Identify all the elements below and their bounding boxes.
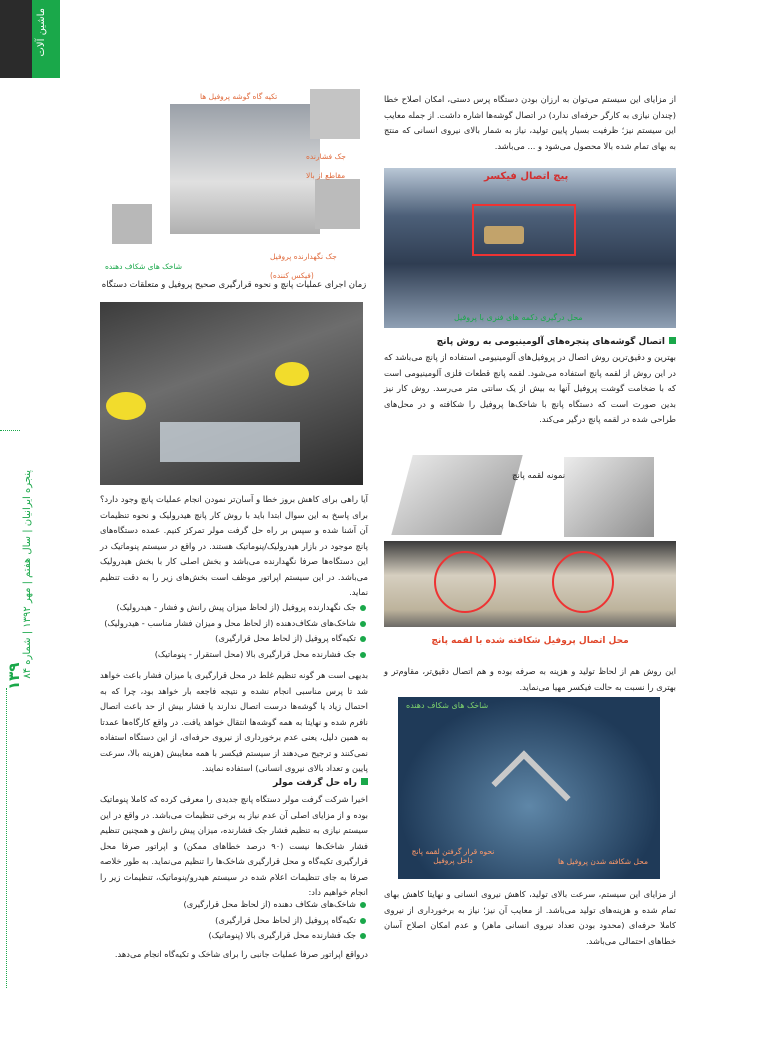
right-paragraph-2: بهترین و دقیق‌ترین روش اتصال در پروفیل‌های آلومینیومی استفاده از پانچ می‌باشد که در این روش از لقمه پانچ استفاده می‌شود. لقمه پانچ قطعات فلزی آلومینیومی است که با ضخامت گوشت پروفیل آنها به بیش از یک سانتی متر می‌رسد. روش کار نیز بدین صورت است که دستگاه پانچ با شاخک‌ها پروفیل را شکافته و در محل‌های طراحی شده در لقمه پانچ درگیر می‌کند.: [384, 352, 676, 424]
list-item: جک فشارنده محل قرارگیری بالا (پنوماتیک): [100, 928, 368, 944]
punch-piece-left: [391, 455, 522, 535]
punch-sample-label: نمونه لقمه پانچ: [512, 471, 566, 481]
profile-split-label: محل شکافته شدن پروفیل ها: [558, 857, 648, 866]
punch-piece-right: [564, 457, 654, 537]
machine-diagram-caption: زمان اجرای عملیات پانچ و نحوه قرارگیری صحیح پروفیل و متعلقات دستگاه: [101, 280, 367, 290]
punch-machine-photo: [100, 302, 363, 485]
left-paragraph-3: اخیرا شرکت گرفت مولر دستگاه پانچ جدیدی را معرفی کرده که کاملا پنوماتیک بوده و از مزایای اصلی آن عدم نیاز به برخی تنظیمات می‌باشد. در واقع در این سیستم نیازی به تنظیم فشار جک فشارنده، میزان پیش رانش و همچنین تنظیم فشار شاخک‌ها نیست (۹۰ درصد خطاهای ممکن) و اپراتور صرفا محل قرارگیری تکیه‌گاه و محل قرارگیری شاخک‌ها را تنظیم می‌نماید. به طور خلاصه صرفا به جای تنظیمات اعلام شده در سیستم هیدرو/پنوماتیک، تنظیمات زیر را انجام خواهیم داد:: [100, 794, 368, 897]
punch-machine-diagram: [100, 84, 368, 296]
section-heading-solution: راه حل گرفت مولر: [100, 776, 368, 790]
punch-machine-image: [170, 104, 320, 234]
right-paragraph-1: از مزایای این سیستم می‌توان به ارزان بودن دستگاه پرس دستی، امکان اصلاح خطا (چندان نیازی به کارگر حرفه‌ای ندارد) در اتصال گوشه‌ها اشاره داشت. از جمله معایب این سیستم نیز؛ ظرفیت بسیار پایین تولید، نیاز به شمار بالای نیروی انسانی که منتج به بهای تمام شده بالا محصول می‌شود و ... می‌باشد.: [384, 94, 676, 151]
fixer-screw-label: پیچ اتصال فیکسر: [484, 171, 569, 182]
list-item: جک نگهدارنده پروفیل (از لحاظ میزان پیش رانش و فشار - هیدرولیک): [100, 600, 368, 616]
holding-jack-callout: جک نگهدارنده پروفیل (فیکس کننده): [270, 252, 337, 280]
top-inset-image: [310, 89, 360, 139]
blades-callout: شاخک های شکاف دهنده: [105, 262, 183, 271]
blade-inset-image: [112, 204, 152, 244]
punch-joint-caption: محل اتصال پروفیل شکافته شده با لقمه پانچ: [431, 636, 629, 646]
sidebar-dotted-line: [6, 688, 8, 988]
page-number: ۱۳۹: [5, 662, 23, 690]
heading-square-icon: [361, 778, 368, 785]
section-heading-punch: اتصال گوشه‌های پنجره‌های آلومینیومی به روش پانچ: [384, 335, 676, 349]
right-paragraph-3: این روش هم از لحاظ تولید و هزینه به صرفه بوده و هم اتصال دقیق‌تر، مقاوم‌تر و بهتری را نسبت به حالت فیکسر مهیا می‌نماید.: [384, 666, 676, 692]
sidebar-dark-block: [0, 0, 32, 78]
left-paragraph-1: آیا راهی برای کاهش بروز خطا و آسان‌تر نمودن انجام عملیات پانچ وجود دارد؟ برای پاسخ به این سوال ابتدا باید با روش کار پانچ هیدرولیک و نحوه تنظیمات آن آشنا شده و سپس بر راه حل گرفت مولر تمرکز کنیم. عمده دستگاه‌های پانچ موجود در بازار هیدرولیک/پنوماتیک هستند. در واقع در سیستم پنوماتیک در این دستگاه‌ها صرفا نگهدارنده می‌باشد و بخش اصلی کار با بخش هیدرولیک می‌باشد. در این سیستم اپراتور موظف است بخش‌های زیر را به دقت تنظیم نماید.: [100, 494, 368, 597]
sidebar-divider: [0, 430, 20, 431]
punch-sample-photo: [384, 445, 676, 541]
joint-circle-left: [434, 551, 496, 613]
fixer-screw-photo: [384, 168, 676, 328]
list-item: جک فشارنده محل قرارگیری بالا (محل استقرار - پنوماتیک): [100, 647, 368, 663]
yellow-knob-right: [275, 362, 309, 386]
section-tab-label: ماشین آلات: [36, 8, 47, 57]
yellow-knob-left: [106, 392, 146, 420]
magazine-info: پنجره ایرانیان | سال هفتم | مهر ۱۳۹۲ | شماره ۸۴: [22, 470, 33, 679]
press-jack-callout: جک فشارنده مقاطع از بالا: [306, 152, 346, 180]
list-item: تکیه‌گاه پروفیل (از لحاظ محل قرارگیری): [100, 631, 368, 647]
settings-list-1: [100, 600, 368, 662]
left-paragraph-4: درواقع اپراتور صرفا عملیات جانبی را برای شاخک و تکیه‌گاه انجام می‌دهد.: [114, 949, 368, 959]
list-item: شاخک‌های شکاف‌دهنده (از لحاظ محل و میزان فشار مناسب - هیدرولیک): [100, 616, 368, 632]
joint-circle-right: [552, 551, 614, 613]
fixer-screw-shape: [484, 226, 524, 244]
fixer-callout: محل درگیری دکمه های فنری با پروفیل: [454, 313, 583, 322]
punch-blades-label: شاخک های شکاف دهنده: [406, 701, 489, 710]
punch-diagram-photo: [398, 697, 660, 879]
list-item: تکیه‌گاه پروفیل (از لحاظ محل قرارگیری): [100, 913, 368, 929]
profile-corner-shape: [491, 750, 570, 829]
settings-list-2: [100, 897, 368, 944]
machine-plate: [160, 422, 300, 462]
corner-support-callout: تکیه گاه گوشه پروفیل ها: [200, 92, 278, 101]
heading-square-icon: [669, 337, 676, 344]
left-paragraph-2: بدیهی است هر گونه تنظیم غلط در محل قرارگیری یا میزان فشار باعث خواهد شد تا پرس مناسبی انجام نشده و نتیجه فاجعه بار خواهد بود، چرا که به احتمال زیاد یا گوشه‌ها درست اتصال ندارند یا فشار بیش از حد باعث اتصال نافرم شده و نهایتا به همه گوشه‌ها انتقال خواهد یافت. در واقع کارگاه‌ها عمدتا به همین دلیل، یعنی عدم برخورداری از نیروی حرفه‌ای، از این دستگاه استفاده نمی‌کنند و ترجیح می‌دهند از سیستم فیکسر با همه معایبش (هزینه بالا، سرعت پایین و تعداد بالای نیروی انسانی) استفاده نمایند.: [100, 670, 368, 773]
right-inset-image: [315, 179, 360, 229]
list-item: شاخک‌های شکاف دهنده (از لحاظ محل قرارگیری): [100, 897, 368, 913]
punch-insert-label: نحوه قرار گرفتن لقمه پانچ داخل پروفیل: [411, 847, 495, 865]
punch-joint-photo: [384, 541, 676, 627]
section-tab: [32, 0, 60, 78]
right-paragraph-4: از مزایای این سیستم، سرعت بالای تولید، کاهش نیروی انسانی و نهایتا کاهش بهای تمام شده و هزینه‌های تولید می‌باشد. از معایب آن نیز؛ نیاز به برخورداری از نیروی کاملا حرفه‌ای (محدود بودن تعداد نیروی انسانی ماهر) و عدم امکان اصلاح آسان خطاهای احتمالی می‌باشد.: [384, 889, 676, 946]
